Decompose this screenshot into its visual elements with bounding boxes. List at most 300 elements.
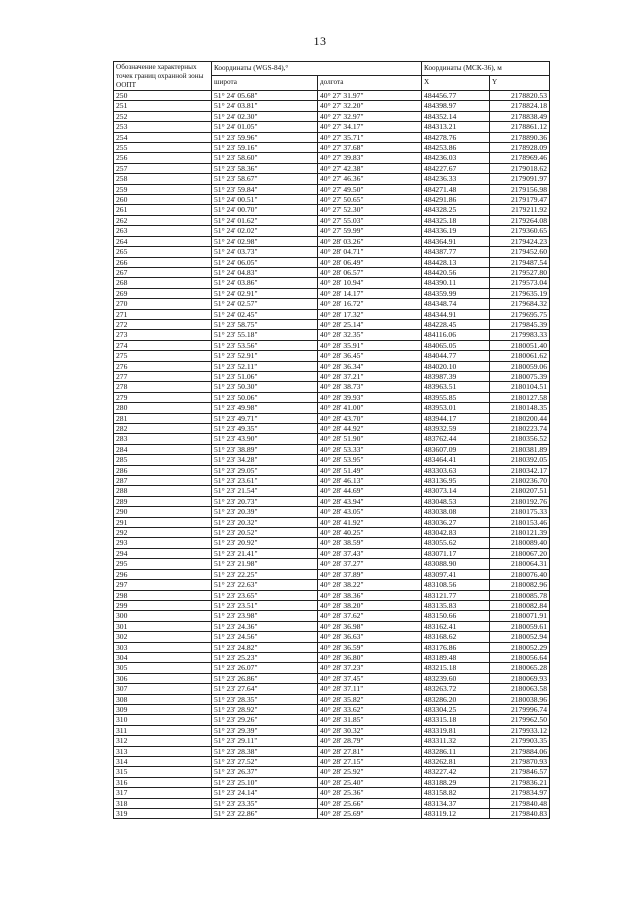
table-row — [114, 725, 550, 735]
table-row — [114, 715, 550, 725]
longitude-cell: 40° 28' 36.59" — [318, 642, 422, 652]
latitude-cell: 51° 23' 59.96" — [212, 132, 318, 142]
point-number: 257 — [114, 163, 212, 173]
table-row — [114, 611, 550, 621]
latitude-cell: 51° 23' 50.30" — [212, 382, 318, 392]
x-cell: 484336.19 — [422, 226, 490, 236]
longitude-cell: 40° 27' 52.30" — [318, 205, 422, 215]
table-row — [114, 371, 550, 381]
x-cell: 483134.37 — [422, 798, 490, 808]
point-number: 298 — [114, 590, 212, 600]
longitude-cell: 40° 28' 03.26" — [318, 236, 422, 246]
point-number: 259 — [114, 184, 212, 194]
longitude-cell: 40° 28' 35.91" — [318, 340, 422, 350]
x-cell: 484390.11 — [422, 278, 490, 288]
x-cell: 484236.03 — [422, 153, 490, 163]
point-number: 295 — [114, 559, 212, 569]
table-row — [114, 91, 550, 101]
latitude-cell: 51° 23' 29.26" — [212, 715, 318, 725]
latitude-cell: 51° 23' 24.36" — [212, 621, 318, 631]
point-number: 300 — [114, 611, 212, 621]
table-row — [114, 767, 550, 777]
x-cell: 484387.77 — [422, 247, 490, 257]
y-cell: 2179870.93 — [490, 757, 550, 767]
longitude-cell: 40° 28' 25.66" — [318, 798, 422, 808]
y-cell: 2179684.32 — [490, 299, 550, 309]
table-row — [114, 403, 550, 413]
longitude-cell: 40° 28' 38.36" — [318, 590, 422, 600]
y-cell: 2180153.46 — [490, 517, 550, 527]
table-row — [114, 642, 550, 652]
latitude-cell: 51° 23' 51.06" — [212, 371, 318, 381]
table-row — [114, 195, 550, 205]
y-cell: 2179360.65 — [490, 226, 550, 236]
point-number: 268 — [114, 278, 212, 288]
point-number: 309 — [114, 704, 212, 714]
table-row — [114, 528, 550, 538]
x-cell: 483315.18 — [422, 715, 490, 725]
y-cell: 2178820.53 — [490, 91, 550, 101]
point-number: 304 — [114, 652, 212, 662]
point-number: 279 — [114, 392, 212, 402]
longitude-cell: 40° 28' 25.36" — [318, 788, 422, 798]
point-designation-header: Обозначение характерных точек границ охранной зоны ООПТ — [114, 62, 212, 91]
x-cell: 483168.62 — [422, 632, 490, 642]
point-number: 293 — [114, 538, 212, 548]
longitude-cell: 40° 28' 37.43" — [318, 548, 422, 558]
latitude-cell: 51° 23' 58.67" — [212, 174, 318, 184]
x-cell: 483963.51 — [422, 382, 490, 392]
longitude-cell: 40° 27' 32.20" — [318, 101, 422, 111]
latitude-cell: 51° 23' 27.52" — [212, 757, 318, 767]
x-cell: 483071.17 — [422, 548, 490, 558]
x-cell: 483135.83 — [422, 600, 490, 610]
y-cell: 2180051.40 — [490, 340, 550, 350]
latitude-cell: 51° 23' 25.23" — [212, 652, 318, 662]
x-cell: 484253.86 — [422, 143, 490, 153]
latitude-cell: 51° 23' 52.11" — [212, 361, 318, 371]
point-number: 280 — [114, 403, 212, 413]
latitude-cell: 51° 23' 20.92" — [212, 538, 318, 548]
longitude-cell: 40° 28' 33.62" — [318, 704, 422, 714]
latitude-cell: 51° 23' 20.39" — [212, 507, 318, 517]
x-cell: 483036.27 — [422, 517, 490, 527]
y-cell: 2180067.20 — [490, 548, 550, 558]
y-cell: 2178861.12 — [490, 122, 550, 132]
x-cell: 483286.11 — [422, 746, 490, 756]
point-number: 319 — [114, 809, 212, 819]
point-number: 290 — [114, 507, 212, 517]
y-cell: 2180148.35 — [490, 403, 550, 413]
table-row — [114, 704, 550, 714]
longitude-cell: 40° 28' 53.33" — [318, 444, 422, 454]
longitude-cell: 40° 28' 38.59" — [318, 538, 422, 548]
longitude-cell: 40° 28' 37.62" — [318, 611, 422, 621]
latitude-cell: 51° 23' 58.36" — [212, 163, 318, 173]
y-cell: 2179840.83 — [490, 809, 550, 819]
x-cell: 484328.25 — [422, 205, 490, 215]
x-cell: 483953.01 — [422, 403, 490, 413]
longitude-cell: 40° 28' 41.00" — [318, 403, 422, 413]
x-cell: 483158.82 — [422, 788, 490, 798]
x-cell: 484236.33 — [422, 174, 490, 184]
table-row — [114, 361, 550, 371]
x-cell: 483121.77 — [422, 590, 490, 600]
point-number: 278 — [114, 382, 212, 392]
table-row — [114, 569, 550, 579]
point-number: 281 — [114, 413, 212, 423]
x-cell: 483108.56 — [422, 580, 490, 590]
y-cell: 2180121.39 — [490, 528, 550, 538]
x-cell: 483189.48 — [422, 652, 490, 662]
latitude-cell: 51° 23' 59.84" — [212, 184, 318, 194]
point-number: 262 — [114, 215, 212, 225]
longitude-cell: 40° 28' 37.27" — [318, 559, 422, 569]
coordinates-table — [113, 61, 550, 819]
x-cell: 483215.18 — [422, 663, 490, 673]
y-cell: 2179962.50 — [490, 715, 550, 725]
latitude-cell: 51° 24' 00.51" — [212, 195, 318, 205]
table-row — [114, 538, 550, 548]
point-number: 284 — [114, 444, 212, 454]
y-cell: 2179487.54 — [490, 257, 550, 267]
table-row — [114, 809, 550, 819]
latitude-cell: 51° 23' 20.32" — [212, 517, 318, 527]
table-row — [114, 392, 550, 402]
point-number: 292 — [114, 528, 212, 538]
latitude-cell: 51° 24' 03.86" — [212, 278, 318, 288]
x-cell: 483088.90 — [422, 559, 490, 569]
longitude-cell: 40° 28' 44.92" — [318, 424, 422, 434]
table-row — [114, 684, 550, 694]
table-row — [114, 351, 550, 361]
y-cell: 2180059.61 — [490, 621, 550, 631]
longitude-cell: 40° 27' 50.65" — [318, 195, 422, 205]
x-cell: 483304.25 — [422, 704, 490, 714]
longitude-cell: 40° 27' 39.83" — [318, 153, 422, 163]
y-cell: 2180085.78 — [490, 590, 550, 600]
latitude-cell: 51° 23' 27.64" — [212, 684, 318, 694]
longitude-cell: 40° 28' 06.49" — [318, 257, 422, 267]
x-cell: 484344.91 — [422, 309, 490, 319]
table-row — [114, 163, 550, 173]
longitude-cell: 40° 27' 49.50" — [318, 184, 422, 194]
latitude-cell: 51° 24' 02.30" — [212, 111, 318, 121]
point-number: 307 — [114, 684, 212, 694]
point-number: 275 — [114, 351, 212, 361]
y-cell: 2180076.40 — [490, 569, 550, 579]
y-cell: 2179179.47 — [490, 195, 550, 205]
latitude-cell: 51° 24' 02.57" — [212, 299, 318, 309]
point-number: 266 — [114, 257, 212, 267]
point-number: 277 — [114, 371, 212, 381]
point-number: 301 — [114, 621, 212, 631]
latitude-cell: 51° 23' 28.35" — [212, 694, 318, 704]
point-number: 252 — [114, 111, 212, 121]
y-cell: 2179695.75 — [490, 309, 550, 319]
longitude-cell: 40° 28' 37.89" — [318, 569, 422, 579]
y-cell: 2180038.96 — [490, 694, 550, 704]
x-cell: 483136.95 — [422, 476, 490, 486]
x-cell: 484291.86 — [422, 195, 490, 205]
latitude-cell: 51° 23' 25.10" — [212, 777, 318, 787]
table-row — [114, 413, 550, 423]
table-row — [114, 736, 550, 746]
longitude-cell: 40° 28' 38.73" — [318, 382, 422, 392]
table-row — [114, 299, 550, 309]
y-cell: 2179884.06 — [490, 746, 550, 756]
point-number: 272 — [114, 319, 212, 329]
y-cell: 2180381.89 — [490, 444, 550, 454]
x-cell: 483987.39 — [422, 371, 490, 381]
latitude-cell: 51° 23' 20.73" — [212, 496, 318, 506]
latitude-cell: 51° 23' 49.98" — [212, 403, 318, 413]
longitude-cell: 40° 27' 42.38" — [318, 163, 422, 173]
table-row — [114, 111, 550, 121]
longitude-cell: 40° 28' 38.22" — [318, 580, 422, 590]
point-number: 265 — [114, 247, 212, 257]
point-number: 274 — [114, 340, 212, 350]
x-cell: 483150.66 — [422, 611, 490, 621]
point-number: 311 — [114, 725, 212, 735]
latitude-cell: 51° 23' 22.25" — [212, 569, 318, 579]
y-cell: 2179635.19 — [490, 288, 550, 298]
y-cell: 2180069.93 — [490, 673, 550, 683]
latitude-cell: 51° 24' 06.05" — [212, 257, 318, 267]
table-row — [114, 340, 550, 350]
y-cell: 2180089.40 — [490, 538, 550, 548]
point-number: 296 — [114, 569, 212, 579]
latitude-cell: 51° 23' 49.71" — [212, 413, 318, 423]
latitude-cell: 51° 23' 34.28" — [212, 455, 318, 465]
latitude-cell: 51° 23' 55.18" — [212, 330, 318, 340]
x-cell: 484359.99 — [422, 288, 490, 298]
point-number: 316 — [114, 777, 212, 787]
point-number: 294 — [114, 548, 212, 558]
point-number: 308 — [114, 694, 212, 704]
point-number: 260 — [114, 195, 212, 205]
y-cell: 2179424.23 — [490, 236, 550, 246]
longitude-cell: 40° 28' 25.92" — [318, 767, 422, 777]
latitude-cell: 51° 23' 23.61" — [212, 476, 318, 486]
x-cell: 483762.44 — [422, 434, 490, 444]
longitude-cell: 40° 27' 37.68" — [318, 143, 422, 153]
x-cell: 484364.91 — [422, 236, 490, 246]
latitude-cell: 51° 24' 02.98" — [212, 236, 318, 246]
x-cell: 484348.74 — [422, 299, 490, 309]
y-cell: 2180065.28 — [490, 663, 550, 673]
y-cell: 2179211.92 — [490, 205, 550, 215]
latitude-cell: 51° 23' 21.98" — [212, 559, 318, 569]
latitude-cell: 51° 23' 26.86" — [212, 673, 318, 683]
x-cell: 483055.62 — [422, 538, 490, 548]
x-cell: 483038.08 — [422, 507, 490, 517]
table-row — [114, 153, 550, 163]
latitude-cell: 51° 23' 23.98" — [212, 611, 318, 621]
x-cell: 484271.48 — [422, 184, 490, 194]
longitude-cell: 40° 27' 55.03" — [318, 215, 422, 225]
table-row — [114, 382, 550, 392]
y-cell: 2180104.51 — [490, 382, 550, 392]
latitude-cell: 51° 24' 02.91" — [212, 288, 318, 298]
table-row — [114, 236, 550, 246]
longitude-cell: 40° 28' 37.23" — [318, 663, 422, 673]
y-cell: 2179834.97 — [490, 788, 550, 798]
point-number: 297 — [114, 580, 212, 590]
x-cell: 483239.60 — [422, 673, 490, 683]
table-row — [114, 184, 550, 194]
latitude-cell: 51° 23' 58.75" — [212, 319, 318, 329]
point-number: 305 — [114, 663, 212, 673]
table-row — [114, 101, 550, 111]
point-number: 264 — [114, 236, 212, 246]
x-cell: 483042.83 — [422, 528, 490, 538]
latitude-cell: 51° 23' 50.06" — [212, 392, 318, 402]
longitude-cell: 40° 27' 31.97" — [318, 91, 422, 101]
latitude-cell: 51° 23' 20.52" — [212, 528, 318, 538]
y-cell: 2180236.70 — [490, 476, 550, 486]
longitude-cell: 40° 28' 39.93" — [318, 392, 422, 402]
table-body — [114, 91, 550, 819]
point-number: 303 — [114, 642, 212, 652]
table-row — [114, 455, 550, 465]
longitude-cell: 40° 28' 36.98" — [318, 621, 422, 631]
longitude-cell: 40° 28' 51.49" — [318, 465, 422, 475]
table-row — [114, 559, 550, 569]
table-row — [114, 465, 550, 475]
y-cell: 2178890.36 — [490, 132, 550, 142]
y-cell: 2179933.12 — [490, 725, 550, 735]
x-cell: 483073.14 — [422, 486, 490, 496]
x-cell: 483048.53 — [422, 496, 490, 506]
latitude-header: широта — [212, 75, 318, 90]
latitude-cell: 51° 23' 53.56" — [212, 340, 318, 350]
point-number: 258 — [114, 174, 212, 184]
y-cell: 2179018.62 — [490, 163, 550, 173]
latitude-cell: 51° 24' 01.62" — [212, 215, 318, 225]
y-cell: 2178824.18 — [490, 101, 550, 111]
latitude-cell: 51° 23' 21.41" — [212, 548, 318, 558]
longitude-cell: 40° 28' 30.32" — [318, 725, 422, 735]
longitude-cell: 40° 28' 36.45" — [318, 351, 422, 361]
y-cell: 2180223.74 — [490, 424, 550, 434]
longitude-cell: 40° 27' 46.36" — [318, 174, 422, 184]
table-row — [114, 247, 550, 257]
table-row — [114, 507, 550, 517]
latitude-cell: 51° 23' 24.82" — [212, 642, 318, 652]
x-cell: 483097.41 — [422, 569, 490, 579]
x-cell: 483607.09 — [422, 444, 490, 454]
point-number: 318 — [114, 798, 212, 808]
y-cell: 2180200.44 — [490, 413, 550, 423]
table-row — [114, 215, 550, 225]
point-number: 312 — [114, 736, 212, 746]
x-cell: 483932.59 — [422, 424, 490, 434]
table-row — [114, 309, 550, 319]
point-number: 288 — [114, 486, 212, 496]
table-row — [114, 652, 550, 662]
longitude-cell: 40° 28' 14.17" — [318, 288, 422, 298]
longitude-cell: 40° 28' 25.14" — [318, 319, 422, 329]
longitude-cell: 40° 28' 27.81" — [318, 746, 422, 756]
latitude-cell: 51° 23' 29.39" — [212, 725, 318, 735]
x-cell: 484325.18 — [422, 215, 490, 225]
longitude-cell: 40° 28' 46.13" — [318, 476, 422, 486]
table-row — [114, 288, 550, 298]
y-cell: 2180063.58 — [490, 684, 550, 694]
longitude-cell: 40° 28' 36.63" — [318, 632, 422, 642]
longitude-cell: 40° 28' 44.69" — [318, 486, 422, 496]
y-cell: 2179983.33 — [490, 330, 550, 340]
longitude-cell: 40° 28' 43.70" — [318, 413, 422, 423]
x-cell: 484420.56 — [422, 267, 490, 277]
x-cell: 483319.81 — [422, 725, 490, 735]
table-row — [114, 548, 550, 558]
x-header: X — [422, 75, 490, 90]
wgs84-header: Координаты (WGS-84),° — [212, 62, 422, 76]
point-number: 286 — [114, 465, 212, 475]
point-number: 270 — [114, 299, 212, 309]
y-cell: 2179903.35 — [490, 736, 550, 746]
longitude-cell: 40° 28' 06.57" — [318, 267, 422, 277]
point-number: 317 — [114, 788, 212, 798]
y-cell: 2180082.84 — [490, 600, 550, 610]
table-row — [114, 257, 550, 267]
y-cell: 2180342.17 — [490, 465, 550, 475]
longitude-cell: 40° 28' 51.90" — [318, 434, 422, 444]
point-number: 285 — [114, 455, 212, 465]
y-cell: 2180127.58 — [490, 392, 550, 402]
x-cell: 484278.76 — [422, 132, 490, 142]
y-cell: 2178928.09 — [490, 143, 550, 153]
latitude-cell: 51° 24' 04.83" — [212, 267, 318, 277]
table-row — [114, 226, 550, 236]
point-number: 289 — [114, 496, 212, 506]
latitude-cell: 51° 24' 03.81" — [212, 101, 318, 111]
x-cell: 484228.45 — [422, 319, 490, 329]
y-cell: 2180392.05 — [490, 455, 550, 465]
y-cell: 2178969.46 — [490, 153, 550, 163]
x-cell: 483286.20 — [422, 694, 490, 704]
x-cell: 483955.85 — [422, 392, 490, 402]
latitude-cell: 51° 23' 43.90" — [212, 434, 318, 444]
x-cell: 483119.12 — [422, 809, 490, 819]
point-number: 251 — [114, 101, 212, 111]
x-cell: 483262.81 — [422, 757, 490, 767]
y-cell: 2179527.80 — [490, 267, 550, 277]
table-row — [114, 580, 550, 590]
y-cell: 2180071.91 — [490, 611, 550, 621]
longitude-cell: 40° 28' 16.72" — [318, 299, 422, 309]
y-cell: 2180059.06 — [490, 361, 550, 371]
point-number: 253 — [114, 122, 212, 132]
point-number: 254 — [114, 132, 212, 142]
x-cell: 483263.72 — [422, 684, 490, 694]
y-cell: 2179156.98 — [490, 184, 550, 194]
longitude-cell: 40° 28' 28.79" — [318, 736, 422, 746]
latitude-cell: 51° 23' 21.54" — [212, 486, 318, 496]
longitude-header: долгота — [318, 75, 422, 90]
longitude-cell: 40° 27' 59.99" — [318, 226, 422, 236]
point-number: 267 — [114, 267, 212, 277]
latitude-cell: 51° 23' 24.14" — [212, 788, 318, 798]
latitude-cell: 51° 23' 22.86" — [212, 809, 318, 819]
latitude-cell: 51° 24' 02.02" — [212, 226, 318, 236]
point-number: 291 — [114, 517, 212, 527]
point-number: 276 — [114, 361, 212, 371]
x-cell: 484428.13 — [422, 257, 490, 267]
latitude-cell: 51° 24' 03.73" — [212, 247, 318, 257]
